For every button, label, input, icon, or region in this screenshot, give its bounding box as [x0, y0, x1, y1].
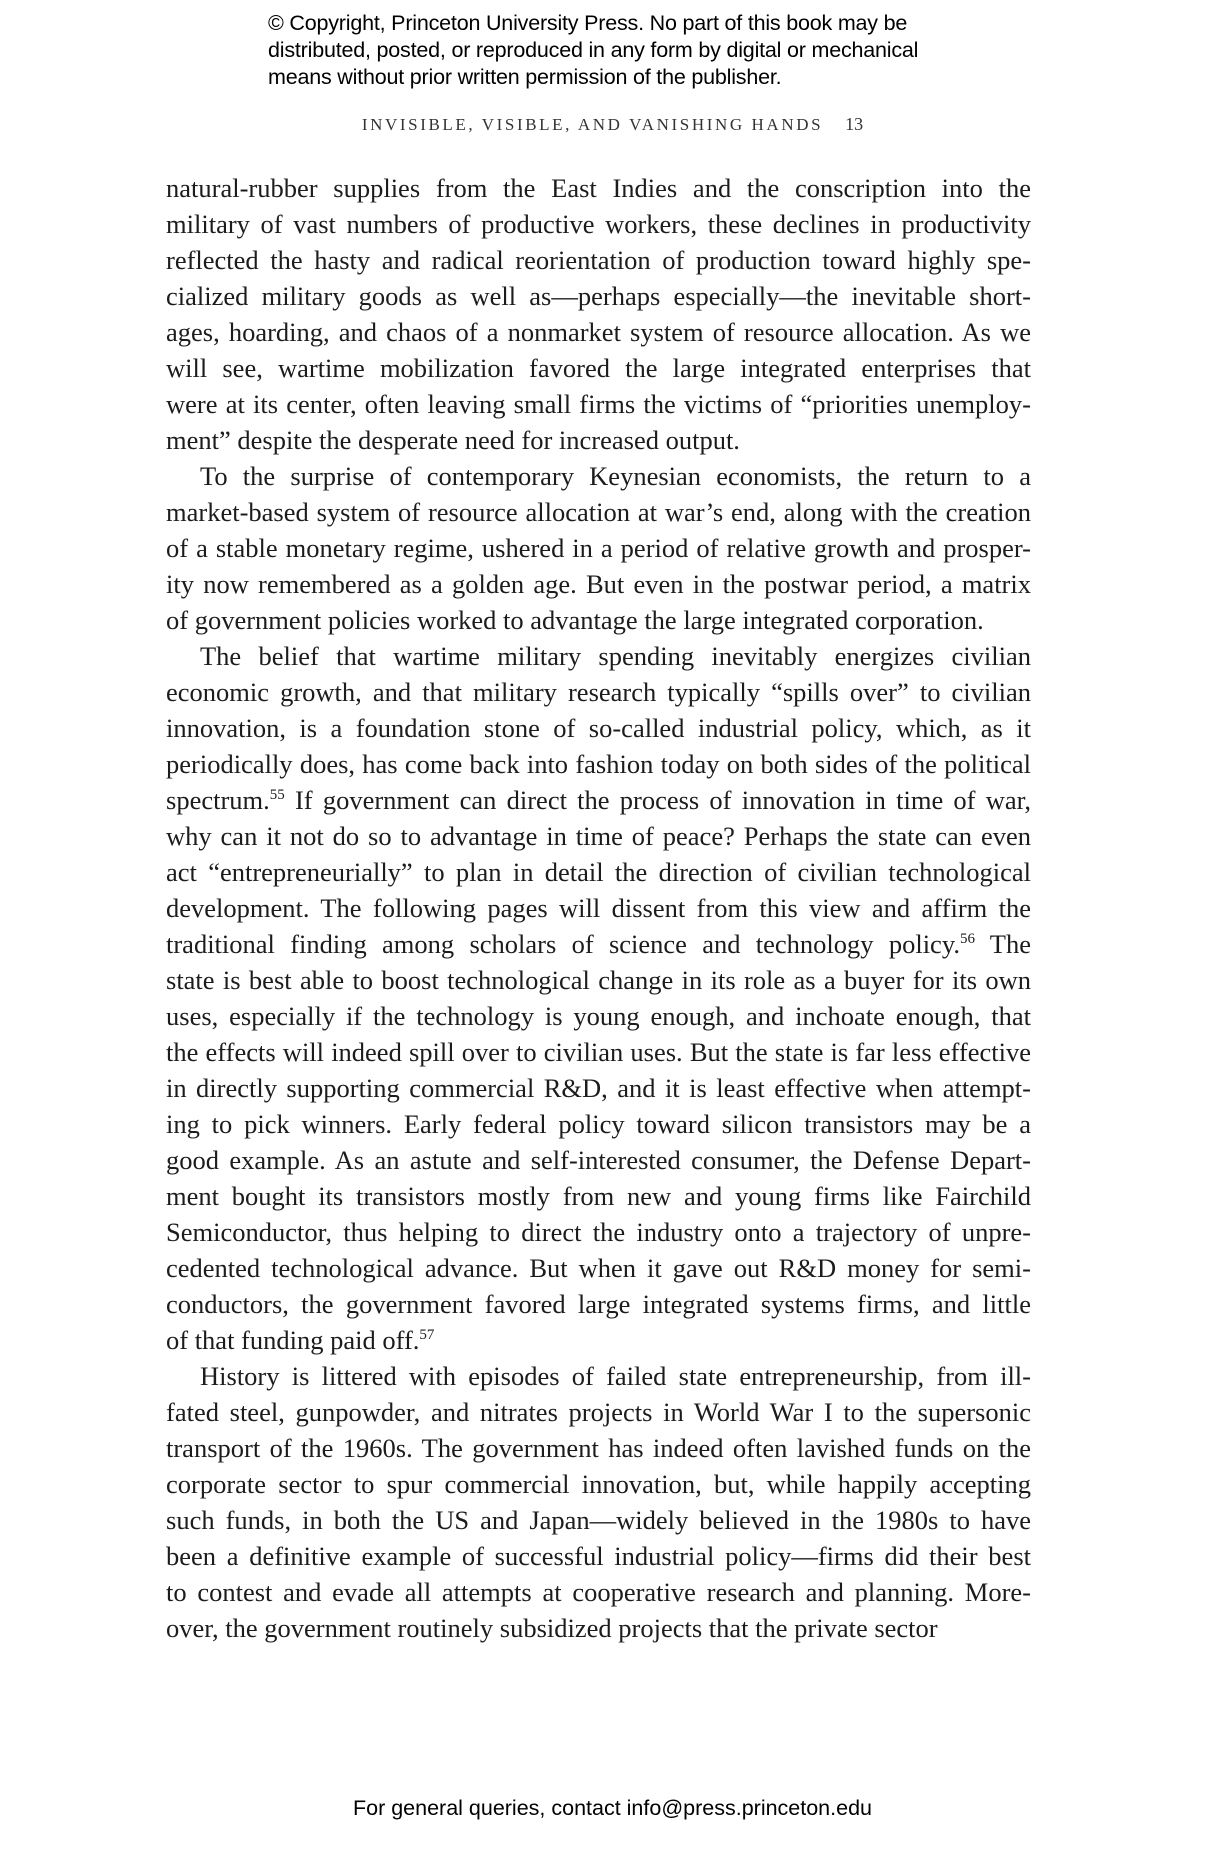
line-text: good example. As an astute and self-interested consumer, the Defense Depart-: [166, 1145, 1031, 1175]
text-line: [166, 1142, 1031, 1178]
line-text: cedented technological advance. But when it gave out R&D money for semi-: [166, 1253, 1031, 1283]
line-text: periodically does, has come back into fashion today on both sides of the political: [166, 749, 1031, 779]
line-text: market-based system of resource allocation at war’s end, along with the creation: [166, 497, 1031, 527]
line-text: corporate sector to spur commercial innovation, but, while happily accepting: [166, 1469, 1031, 1499]
line-text: of a stable monetary regime, ushered in a period of relative growth and prosper-: [166, 533, 1031, 563]
line-text: economic growth, and that military research typically “spills over” to civilian: [166, 677, 1031, 707]
paragraph: [166, 1358, 1031, 1646]
line-text: natural-rubber supplies from the East Indies and the conscription into the: [166, 173, 1031, 203]
line-text: state is best able to boost technological change in its role as a buyer for its own: [166, 965, 1031, 995]
line-text: to contest and evade all attempts at cooperative research and planning. More-: [166, 1577, 1031, 1607]
running-head: [0, 114, 1225, 135]
line-text: reflected the hasty and radical reorientation of production toward highly spe-: [166, 245, 1031, 275]
line-text: cialized military goods as well as—perhaps especially—the inevitable short-: [166, 281, 1031, 311]
paragraph: [166, 170, 1031, 458]
footnote-marker: 56: [959, 931, 975, 947]
text-line: [166, 746, 1031, 782]
text-line: [166, 530, 1031, 566]
line-text: in directly supporting commercial R&D, and it is least effective when attempt-: [166, 1073, 1031, 1103]
line-text: ment bought its transistors mostly from new and young firms like Fairchild: [166, 1181, 1031, 1211]
footer-contact: For general queries, contact info@press.princeton.edu: [352, 1796, 872, 1820]
text-line: [166, 926, 1031, 962]
text-line: [166, 170, 1031, 206]
text-line: [166, 1106, 1031, 1142]
text-line: [166, 386, 1031, 422]
text-line: [166, 566, 1031, 602]
text-line: [166, 1322, 1031, 1358]
paragraph: [166, 458, 1031, 638]
copyright-line: means without prior written permission of the publisher.: [268, 65, 782, 89]
text-line: [166, 458, 1031, 494]
line-text: To the surprise of contemporary Keynesian economists, the return to a: [200, 461, 1031, 491]
copyright-notice: [268, 10, 918, 91]
line-text: History is littered with episodes of failed state entrepreneurship, from ill-: [200, 1361, 1031, 1391]
text-line: [166, 998, 1031, 1034]
line-text: of government policies worked to advantage the large integrated corporation.: [166, 605, 984, 635]
line-text: ity now remembered as a golden age. But even in the postwar period, a matrix: [166, 569, 1031, 599]
text-line: [166, 1178, 1031, 1214]
line-text: military of vast numbers of productive workers, these declines in productivity: [166, 209, 1031, 239]
text-line: [166, 890, 1031, 926]
line-text: If government can direct the process of innovation in time of war,: [284, 785, 1031, 815]
text-line: [166, 1250, 1031, 1286]
text-line: [166, 1538, 1031, 1574]
line-text: The belief that wartime military spending inevitably energizes civilian: [200, 641, 1031, 671]
page-number: 13: [845, 114, 864, 134]
copyright-line: © Copyright, Princeton University Press. No part of this book may be: [268, 11, 908, 35]
text-line: [166, 1070, 1031, 1106]
text-line: [166, 782, 1031, 818]
text-line: [166, 1358, 1031, 1394]
text-line: [166, 638, 1031, 674]
line-text: been a definitive example of successful industrial policy—firms did their best: [166, 1541, 1031, 1571]
line-text: The: [974, 929, 1031, 959]
text-line: [166, 1574, 1031, 1610]
text-line: [166, 1610, 1031, 1646]
text-line: [166, 278, 1031, 314]
line-text: the effects will indeed spill over to civilian uses. But the state is far less effective: [166, 1037, 1031, 1067]
footnote-marker: 57: [419, 1327, 435, 1343]
line-text: ing to pick winners. Early federal policy toward silicon transistors may be a: [166, 1109, 1031, 1139]
line-text: act “entrepreneurially” to plan in detail the direction of civilian technological: [166, 857, 1031, 887]
line-text: spectrum.: [166, 785, 270, 815]
line-text: of that funding paid off.: [166, 1325, 420, 1355]
line-text: traditional finding among scholars of science and technology policy.: [166, 929, 960, 959]
line-text: transport of the 1960s. The government has indeed often lavished funds on the: [166, 1433, 1031, 1463]
copyright-line: distributed, posted, or reproduced in any form by digital or mechanical: [268, 38, 919, 62]
line-text: fated steel, gunpowder, and nitrates projects in World War I to the supersonic: [166, 1397, 1031, 1427]
text-line: [166, 422, 1031, 458]
line-text: such funds, in both the US and Japan—widely believed in the 1980s to have: [166, 1505, 1031, 1535]
text-line: [166, 1394, 1031, 1430]
line-text: ment” despite the desperate need for increased output.: [166, 425, 740, 455]
paragraph: [166, 638, 1031, 1358]
text-line: [166, 674, 1031, 710]
text-line: [166, 1502, 1031, 1538]
footnote-marker: 55: [269, 787, 285, 803]
text-line: [166, 710, 1031, 746]
line-text: ages, hoarding, and chaos of a nonmarket system of resource allocation. As we: [166, 317, 1031, 347]
text-line: [166, 1430, 1031, 1466]
line-text: uses, especially if the technology is young enough, and inchoate enough, that: [166, 1001, 1031, 1031]
text-line: [166, 350, 1031, 386]
line-text: conductors, the government favored large integrated systems firms, and little: [166, 1289, 1031, 1319]
line-text: Semiconductor, thus helping to direct the industry onto a trajectory of unpre-: [166, 1217, 1031, 1247]
text-line: [166, 1034, 1031, 1070]
line-text: over, the government routinely subsidized projects that the private sector: [166, 1613, 938, 1643]
text-line: [166, 1286, 1031, 1322]
text-line: [166, 818, 1031, 854]
text-line: [166, 206, 1031, 242]
line-text: were at its center, often leaving small firms the victims of “priorities unemploy-: [166, 389, 1031, 419]
text-line: [166, 1214, 1031, 1250]
line-text: development. The following pages will dissent from this view and affirm the: [166, 893, 1031, 923]
text-line: [166, 1466, 1031, 1502]
line-text: innovation, is a foundation stone of so-called industrial policy, which, as it: [166, 713, 1031, 743]
text-line: [166, 242, 1031, 278]
text-line: [166, 854, 1031, 890]
chapter-title: INVISIBLE, VISIBLE, AND VANISHING HANDS: [361, 115, 824, 134]
text-line: [166, 314, 1031, 350]
body-text: [166, 170, 1031, 1646]
text-line: [166, 602, 1031, 638]
text-line: [166, 962, 1031, 998]
text-line: [166, 494, 1031, 530]
line-text: why can it not do so to advantage in time of peace? Perhaps the state can even: [166, 821, 1031, 851]
line-text: will see, wartime mobilization favored the large integrated enterprises that: [166, 353, 1031, 383]
